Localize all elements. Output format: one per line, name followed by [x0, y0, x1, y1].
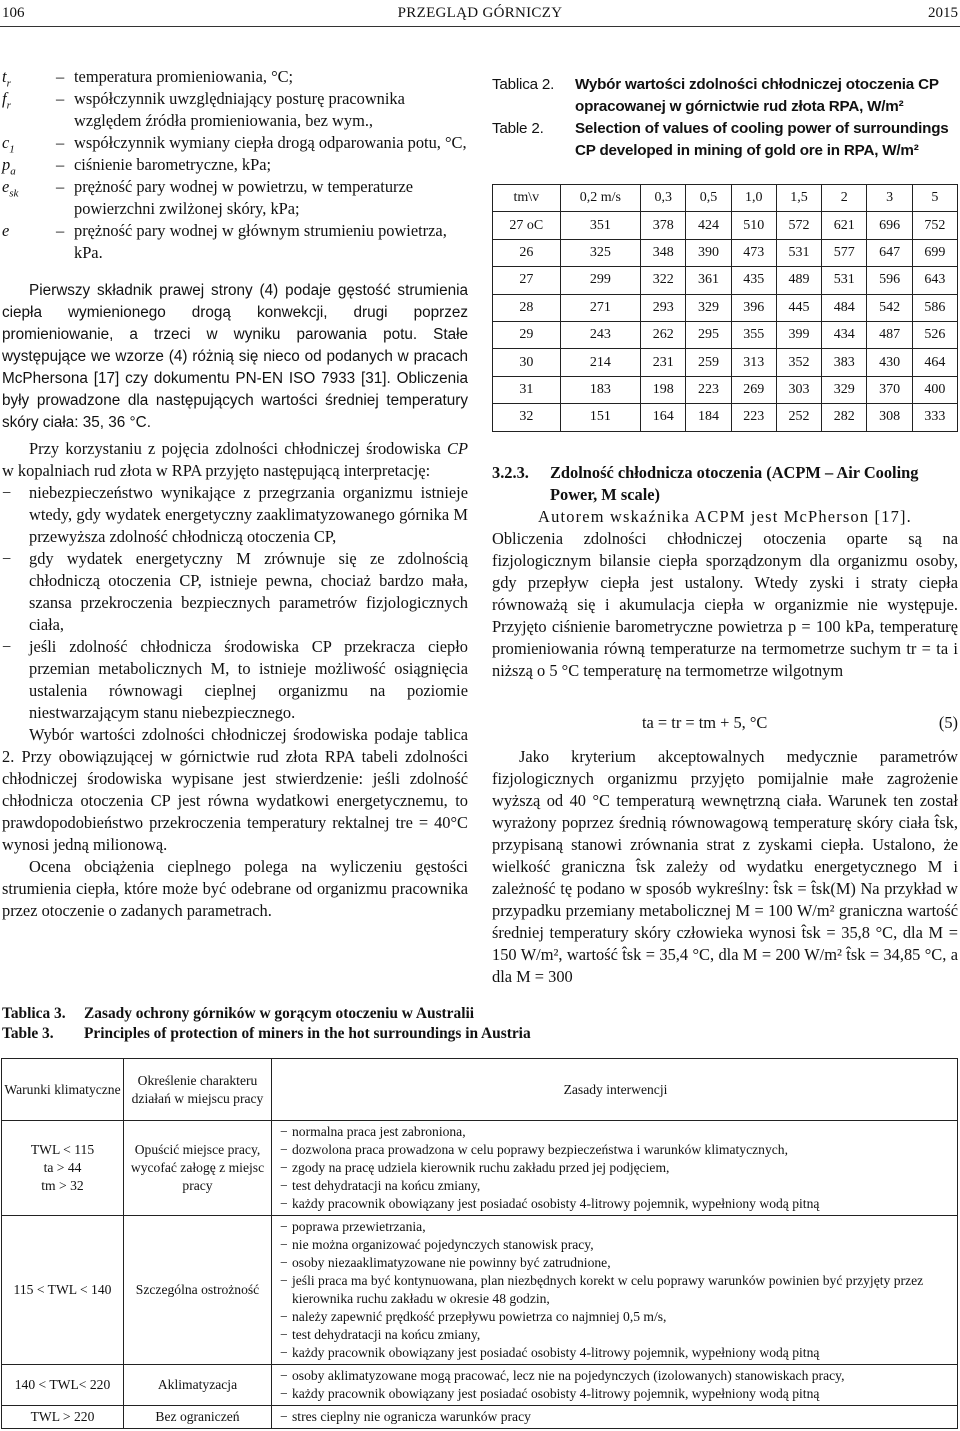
table-cell: 435	[731, 267, 776, 294]
table-cell: 27	[493, 267, 561, 294]
table-cell: 586	[912, 294, 957, 321]
table-cell: 596	[867, 267, 912, 294]
page-header	[0, 2, 960, 24]
paragraph: Obliczenia zdolności chłodniczej otoczenia oparte są na fizjologicznym bilansie ciepła sporządzonym dla organizmu osoby, gdy przepływ ciepła jest ustalony. Wtedy zyski i straty ciepła równoważą się i akumulacja ciepła w organizmie nie występuje. Przyjęto ciśnienie barometryczne powietrza p = 100 kPa, temperaturę promieniowania równą temperaturze na termometrze suchym tr = ta i niższą o 5 °C temperaturę na termometrze wilgotnym	[492, 528, 958, 680]
cooling-power-table	[492, 184, 958, 432]
symbol: e	[2, 177, 10, 196]
table-cell: 445	[776, 294, 821, 321]
rule-item: − każdy pracownik obowiązany jest posiadać osobisty 4-litrowy pojemnik, wypełniony wodą pitną	[280, 1385, 951, 1403]
table-cell: 696	[867, 212, 912, 239]
table-cell: 1,0	[731, 185, 776, 212]
table-cell: 2	[822, 185, 867, 212]
table-cell: 214	[560, 349, 640, 376]
table-cell: 424	[686, 212, 731, 239]
table-cell: 183	[560, 376, 640, 403]
table-cell: 329	[822, 376, 867, 403]
table-row	[493, 212, 958, 239]
table-cell: 1,5	[776, 185, 821, 212]
table-title: Wybór wartości zdolności chłodniczej otoczenia CP opracowanej w górnictwie rud złota RPA, W/m²	[575, 76, 939, 115]
table-cell: 28	[493, 294, 561, 321]
table-cell: 352	[776, 349, 821, 376]
table-cell: 295	[686, 321, 731, 348]
table-cell: 223	[686, 376, 731, 403]
protection-rules-table	[1, 1058, 958, 1429]
header-cell: Warunki klimatyczne	[2, 1059, 124, 1121]
rule-item: − osoby aklimatyzowane mogą pracować, lecz nie na pojedynczych (izolowanych) stanowiskach pracy,	[280, 1367, 951, 1385]
rules-cell	[272, 1406, 958, 1429]
table-cell: 487	[867, 321, 912, 348]
section-number: 3.2.3.	[492, 462, 529, 482]
rule-item: − poprawa przewietrzania,	[280, 1218, 951, 1236]
table-cell: 329	[686, 294, 731, 321]
symbol-sub: 1	[9, 143, 15, 156]
symbol-sub: sk	[9, 187, 19, 200]
symbol-item: $f_r$ – współczynnik uwzględniający posturę pracownika względem źródła promieniowania, bez wym.,	[2, 88, 468, 132]
table-row	[2, 1406, 958, 1429]
table-cell: 184	[686, 404, 731, 431]
header-rule	[0, 26, 960, 27]
rules-list	[280, 1367, 951, 1403]
table2-caption-en	[492, 118, 958, 162]
section-heading	[492, 462, 958, 506]
action-cell: Opuścić miejsce pracy, wycofać załogę z miejsc pracy	[124, 1121, 272, 1216]
table-row	[2, 1365, 958, 1406]
table-label: Table 2.	[492, 120, 544, 137]
table-cell: 370	[867, 376, 912, 403]
text-run: CP	[447, 439, 468, 458]
paragraph: Jako kryterium akceptowalnych medycznie parametrów fizjologicznych organizmu przyjęto pomijalnie małe zagrożenie wyższą od 40 °C temperaturą wewnętrzną ciała. Warunek ten został wyrażony poprzez średnią równowagową temperaturę skóry ciała t̂sk, przypisaną stanowi zrównania strat z zyskami ciepła. Ustalono, że wielkość graniczna t̂sk zależy od wydatku energetycznego M i zależność tę podano w sposób wykreślny: t̂sk = t̂sk(M) Na przykład w przypadku przemiany metabolicznej M = 100 W/m² graniczna wartość średniej temperatury skóry człowieka wynosi t̂sk = 35,8 °C, dla M = 150 W/m², wartość t̂sk = 35,4 °C, dla M = 200 W/m² t̂sk = 34,85 °C, a dla M = 300	[492, 746, 958, 986]
condition: TWL < 115	[30, 1142, 95, 1157]
table-cell: 269	[731, 376, 776, 403]
list-item: − gdy wydatek energetyczny M zrównuje się ze zdolnością chłodniczą otoczenia CP, istnieje pewna, chociaż bardzo mała, szansa przekroczenia bezpiecznych parametrów fizjologicznych ciała,	[2, 548, 468, 636]
symbol-text: współczynnik uwzględniający posturę pracownika względem źródła promieniowania, bez wym.,	[74, 89, 405, 130]
table-title: Principles of protection of miners in the hot surroundings in Austria	[84, 1025, 531, 1042]
table-cell: 303	[776, 376, 821, 403]
table3-caption-en	[2, 1024, 702, 1044]
table-cell: 396	[731, 294, 776, 321]
conditions-cell	[2, 1121, 124, 1216]
section-title: Zdolność chłodnicza otoczenia (ACPM – Air Cooling Power, M scale)	[550, 462, 919, 504]
table3-caption	[2, 1004, 702, 1044]
table2-caption-pl	[492, 74, 958, 118]
table-cell: 473	[731, 239, 776, 266]
table-cell: 243	[560, 321, 640, 348]
symbol-text: prężność pary wodnej w głównym strumieniu powietrza, kPa.	[74, 221, 447, 262]
table-cell: 464	[912, 349, 957, 376]
right-column	[492, 74, 958, 988]
table-row	[493, 376, 958, 403]
symbol-item: $t_r$ – temperatura promieniowania, °C;	[2, 66, 468, 88]
table-label: Tablica 2.	[492, 76, 555, 93]
table-cell: 643	[912, 267, 957, 294]
table-cell: 29	[493, 321, 561, 348]
table-cell: tm\v	[493, 185, 561, 212]
table-cell: 542	[867, 294, 912, 321]
table-header-row	[493, 185, 958, 212]
table-cell: 699	[912, 239, 957, 266]
table-cell: 3	[867, 185, 912, 212]
table-cell: 400	[912, 376, 957, 403]
table-cell: 313	[731, 349, 776, 376]
rule-item: − zgody na pracę udziela kierownik ruchu zakładu przed jej podjęciem,	[280, 1159, 951, 1177]
conditions-cell	[2, 1365, 124, 1406]
rule-item: − jeśli praca ma być kontynuowana, plan niezbędnych korekt w celu poprawy warunków powinien być przyjęty przez kierownika ruchu zakładu w okresie 48 godzin,	[280, 1272, 951, 1308]
table-cell: 572	[776, 212, 821, 239]
table-label: Table 3.	[2, 1025, 54, 1042]
page-number: 106	[2, 5, 25, 21]
paragraph	[2, 438, 468, 482]
table-cell: 351	[560, 212, 640, 239]
table-title: Zasady ochrony górników w gorącym otoczeniu w Australii	[84, 1005, 475, 1022]
symbol: c	[2, 133, 10, 152]
table-cell: 361	[686, 267, 731, 294]
table-cell: 577	[822, 239, 867, 266]
symbol-sub: r	[6, 77, 11, 90]
symbol: p	[2, 155, 11, 174]
paragraph: Ocena obciążenia cieplnego polega na wyliczeniu gęstości strumienia ciepła, które może być odebrane od organizmu pracownika przez otoczenie o zadanych parametrach.	[2, 857, 468, 920]
table3-caption-pl	[2, 1004, 702, 1024]
symbol: e	[2, 221, 10, 240]
table-cell: 31	[493, 376, 561, 403]
paragraph: Wybór wartości zdolności chłodniczej środowiska podaje tablica 2. Przy obowiązującej w górnictwie rud złota RPA tabeli zdolności chłodniczej środowiska wypisane jest stwierdzenie: jeśli zdolność chłodnicza otoczenia CP jest równa wydatkowi energetycznemu, to prawdopodobieństwo przekroczenia temperatury rektalnej tre = 40°C wynosi jedną milionową.	[2, 725, 468, 854]
table-cell: 293	[641, 294, 686, 321]
table-cell: 231	[641, 349, 686, 376]
table-cell: 434	[822, 321, 867, 348]
table-row	[493, 404, 958, 431]
table-cell: 531	[822, 267, 867, 294]
table-title: Selection of values of cooling power of surroundings CP developed in mining of gold ore in RPA, W/m²	[575, 120, 949, 159]
table-cell: 333	[912, 404, 957, 431]
table-label: Tablica 3.	[2, 1005, 66, 1022]
rule-item: − test dehydratacji na końcu zmiany,	[280, 1326, 951, 1344]
header-cell: Określenie charakteru działań w miejscu pracy	[124, 1059, 272, 1121]
table-cell: 164	[641, 404, 686, 431]
journal-title: PRZEGLĄD GÓRNICZY	[397, 5, 563, 21]
symbol-item: $p_a$ – ciśnienie barometryczne, kPa;	[2, 154, 468, 176]
table-cell: 526	[912, 321, 957, 348]
rule-item: − test dehydratacji na końcu zmiany,	[280, 1177, 951, 1195]
table-cell: 531	[776, 239, 821, 266]
table-cell: 0,5	[686, 185, 731, 212]
table-cell: 252	[776, 404, 821, 431]
table-cell: 282	[822, 404, 867, 431]
condition: 140 < TWL< 220	[14, 1377, 111, 1392]
table-cell: 355	[731, 321, 776, 348]
table-cell: 510	[731, 212, 776, 239]
table-cell: 0,3	[641, 185, 686, 212]
rules-list	[280, 1218, 951, 1362]
paragraph: Pierwszy składnik prawej strony (4) podaje gęstość strumienia ciepła wymienionego drogą konwekcji, drugi poprzez promieniowanie, a trzeci w wyniku parowania potu. Stałe występujące we wzorze (4) różnią się nieco od podanych w pracach McPhersona [17] czy dokumentu PN-EN ISO 7933 [31]. Obliczenia były prowadzone dla następujących wartości średniej temperatury skóry ciała: 35, 36 °C.	[2, 282, 468, 431]
left-column	[2, 66, 468, 922]
condition: ta > 44	[43, 1160, 82, 1175]
list-item: − jeśli zdolność chłodnicza środowiska CP przekracza ciepło przemian metabolicznych M, to istnieje możliwość osiągnięcia ustalenia równowagi cieplnej organizmu na poziomie niestwarzającym stanu niebezpiecznego.	[2, 636, 468, 724]
condition: 115 < TWL < 140	[13, 1282, 112, 1297]
table-cell: 430	[867, 349, 912, 376]
symbol-item: e – prężność pary wodnej w głównym strumieniu powietrza, kPa.	[2, 220, 468, 264]
rules-cell	[272, 1121, 958, 1216]
table-cell: 484	[822, 294, 867, 321]
table-cell: 752	[912, 212, 957, 239]
rule-item: − należy zapewnić prędkość przepływu powietrza co najmniej 0,5 m/s,	[280, 1308, 951, 1326]
symbol-text: ciśnienie barometryczne, kPa;	[74, 155, 272, 174]
table-cell: 399	[776, 321, 821, 348]
table-row	[493, 294, 958, 321]
rules-list	[280, 1408, 951, 1426]
rule-item: − normalna praca jest zabroniona,	[280, 1123, 951, 1141]
condition: TWL > 220	[30, 1409, 95, 1424]
author-line: Autorem wskaźnika ACPM jest McPherson [17].	[538, 506, 912, 526]
table-row	[493, 239, 958, 266]
table-cell: 325	[560, 239, 640, 266]
table-cell: 322	[641, 267, 686, 294]
equation-formula: ta = tr = tm + 5, °C	[642, 712, 768, 732]
rule-item: − każdy pracownik obowiązany jest posiadać osobisty 4-litrowy pojemnik, wypełniony wodą pitną	[280, 1195, 951, 1213]
table-cell: 308	[867, 404, 912, 431]
table-cell: 299	[560, 267, 640, 294]
table-cell: 271	[560, 294, 640, 321]
symbol: f	[2, 89, 7, 108]
table-row	[493, 321, 958, 348]
table-row	[493, 267, 958, 294]
table-cell: 390	[686, 239, 731, 266]
table-cell: 198	[641, 376, 686, 403]
table-cell: 621	[822, 212, 867, 239]
rules-list	[280, 1123, 951, 1213]
rule-item: − nie można organizować pojedynczych stanowisk pracy,	[280, 1236, 951, 1254]
table-cell: 32	[493, 404, 561, 431]
table-cell: 489	[776, 267, 821, 294]
text-run: w kopalniach rud złota w RPA przyjęto następującą interpretację:	[2, 461, 431, 480]
table-cell: 30	[493, 349, 561, 376]
symbol-text: prężność pary wodnej w powietrzu, w temperaturze powierzchni zwilżonej skóry, kPa;	[74, 177, 414, 218]
table-row	[493, 349, 958, 376]
table-cell: 647	[867, 239, 912, 266]
table-header-row	[2, 1059, 958, 1121]
symbol-sub: r	[6, 99, 11, 112]
symbol-list	[2, 66, 468, 264]
symbol-text: temperatura promieniowania, °C;	[74, 67, 294, 86]
equation	[492, 706, 958, 746]
list-item: − niebezpieczeństwo wynikające z przegrzania organizmu istnieje wtedy, gdy wydatek energetyczny zaaklimatyzowanego górnika M przewyższa zdolność chłodniczą otoczenia CP,	[2, 482, 468, 548]
table-cell: 259	[686, 349, 731, 376]
table-cell: 262	[641, 321, 686, 348]
bullet-list	[2, 482, 468, 724]
table-cell: 223	[731, 404, 776, 431]
text-run: Przy korzystaniu z pojęcia zdolności chłodniczej środowiska	[29, 439, 448, 458]
table-cell: 383	[822, 349, 867, 376]
rule-item: − osoby niezaaklimatyzowane nie powinny być zatrudnione,	[280, 1254, 951, 1272]
conditions-cell	[2, 1406, 124, 1429]
table-cell: 5	[912, 185, 957, 212]
year: 2015	[928, 5, 958, 21]
symbol: t	[2, 67, 7, 86]
rule-item: − każdy pracownik obowiązany jest posiadać osobisty 4-litrowy pojemnik, wypełniony wodą pitną	[280, 1344, 951, 1362]
condition: tm > 32	[41, 1178, 84, 1193]
table-cell: 378	[641, 212, 686, 239]
rule-item: − stres cieplny nie ogranicza warunków pracy	[280, 1408, 951, 1426]
rules-cell	[272, 1216, 958, 1365]
action-cell: Aklimatyzacja	[124, 1365, 272, 1406]
action-cell: Szczególna ostrożność	[124, 1216, 272, 1365]
conditions-cell	[2, 1216, 124, 1365]
rules-cell	[272, 1365, 958, 1406]
equation-number: (5)	[938, 712, 958, 732]
table-row	[2, 1216, 958, 1365]
symbol-item: $c_1$ – współczynnik wymiany ciepła drogą odparowania potu, °C,	[2, 133, 467, 156]
action-cell: Bez ograniczeń	[124, 1406, 272, 1429]
table-row	[2, 1121, 958, 1216]
table-cell: 26	[493, 239, 561, 266]
table-cell: 0,2 m/s	[560, 185, 640, 212]
table-cell: 27 oC	[493, 212, 561, 239]
header-cell: Zasady interwencji	[272, 1059, 958, 1121]
rule-item: − dozwolona praca prowadzona w celu poprawy bezpieczeństwa i warunków klimatycznych,	[280, 1141, 951, 1159]
table-cell: 348	[641, 239, 686, 266]
table-cell: 151	[560, 404, 640, 431]
symbol-sub: a	[10, 165, 16, 178]
symbol-text: współczynnik wymiany ciepła drogą odparowania potu, °C,	[74, 133, 467, 152]
symbol-item: $e_{sk}$ – prężność pary wodnej w powietrzu, w temperaturze powierzchni zwilżonej skóry, kPa;	[2, 176, 468, 220]
